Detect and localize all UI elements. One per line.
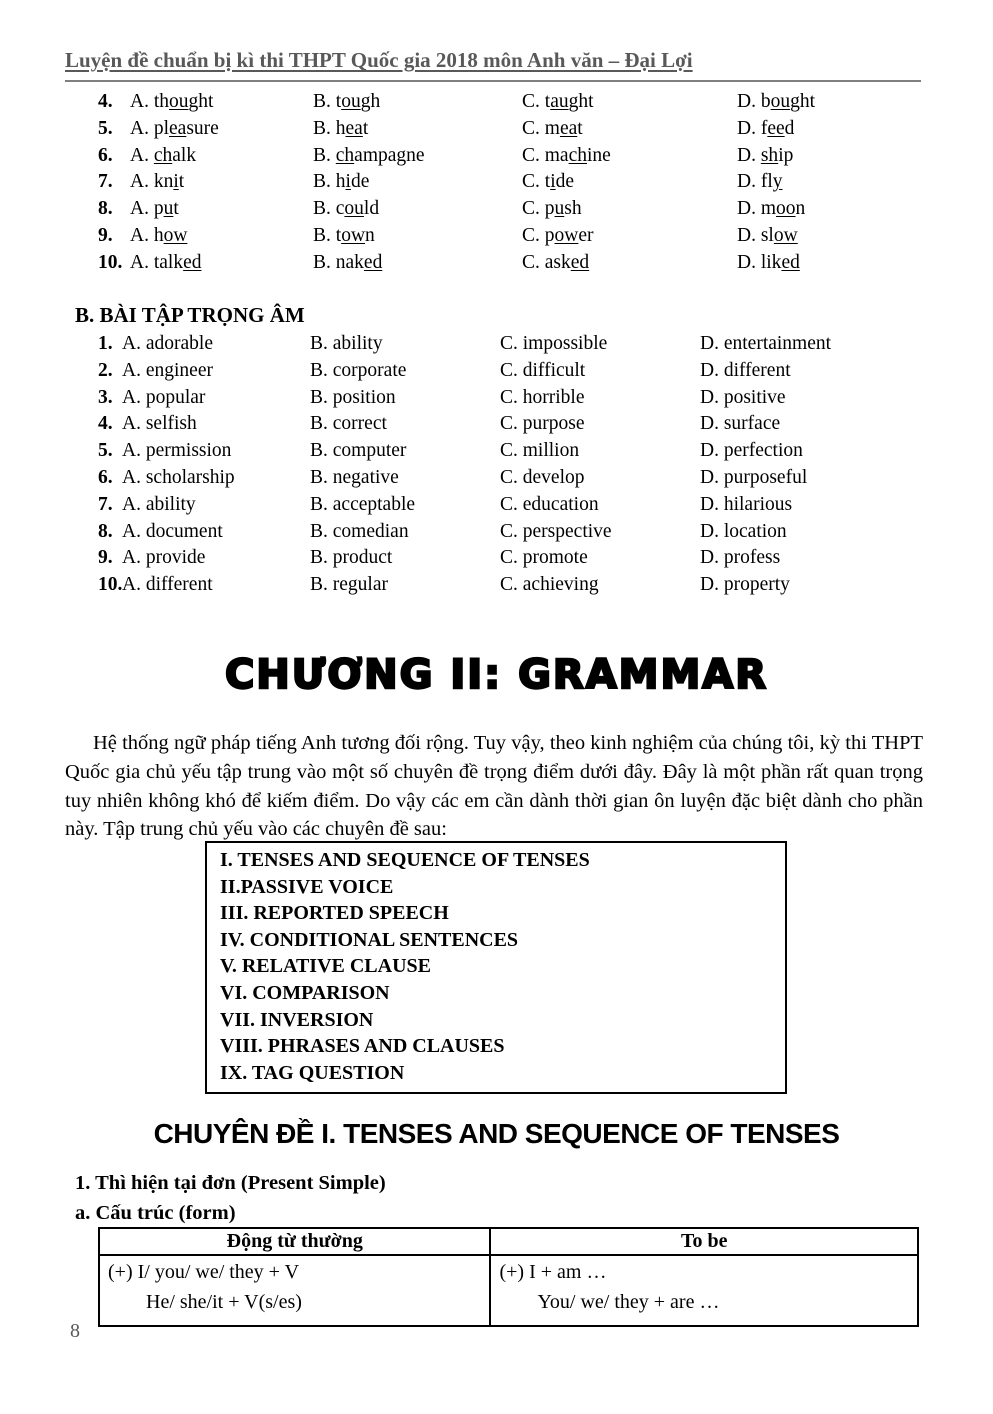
- option-word: hilarious: [723, 493, 793, 515]
- underlined-letters: ou: [344, 198, 364, 220]
- topic-item: VI. COMPARISON: [220, 981, 390, 1004]
- page-number: 8: [70, 1320, 80, 1342]
- option-label: D.: [737, 251, 761, 273]
- chapter-title: CHƯƠNG II: GRAMMAR: [224, 652, 769, 698]
- option-label: A.: [122, 359, 146, 381]
- topic-item: IV. CONDITIONAL SENTENCES: [220, 928, 519, 951]
- option-word: promote: [522, 547, 588, 569]
- option-label: C.: [522, 224, 545, 246]
- option-cell: [313, 89, 522, 116]
- option-cell: [122, 358, 310, 385]
- question-row: [98, 169, 958, 196]
- option-label: A.: [130, 224, 154, 246]
- option-word: regular: [332, 574, 388, 596]
- option-cell: [700, 465, 958, 492]
- option-word: difficult: [522, 359, 586, 381]
- option-label: A.: [122, 574, 146, 596]
- topic-item: III. REPORTED SPEECH: [220, 902, 449, 925]
- subsection-present-simple: 1. Thì hiện tại đơn (Present Simple): [75, 1172, 386, 1194]
- option-word: moon: [760, 198, 806, 220]
- option-cell: [700, 545, 958, 572]
- option-word: negative: [332, 466, 399, 488]
- topic-item: I. TENSES AND SEQUENCE OF TENSES: [220, 849, 590, 871]
- option-label: A.: [130, 144, 154, 166]
- question-row: [98, 358, 958, 385]
- question-number: 5.: [98, 440, 113, 462]
- underlined-letters: u: [163, 198, 174, 220]
- option-cell: [313, 116, 522, 143]
- question-row: [98, 196, 958, 223]
- option-label: B.: [313, 198, 336, 220]
- question-number: 10.: [98, 574, 123, 596]
- underlined-letters: ea: [559, 117, 578, 139]
- option-label: C.: [522, 251, 545, 273]
- option-cell: [500, 438, 700, 465]
- underlined-letters: ow: [773, 224, 798, 246]
- option-cell: [737, 116, 958, 143]
- option-cell: [130, 196, 313, 223]
- option-label: C.: [500, 386, 523, 408]
- option-word: purpose: [522, 413, 585, 435]
- question-number: 6.: [98, 144, 113, 166]
- option-label: D.: [700, 466, 724, 488]
- option-cell: [500, 519, 700, 546]
- option-label: C.: [522, 171, 545, 193]
- option-word: surface: [723, 413, 781, 435]
- option-label: A.: [122, 466, 146, 488]
- option-cell: [500, 331, 700, 358]
- option-word: machine: [544, 144, 611, 166]
- option-word: property: [723, 574, 790, 596]
- option-cell: [122, 519, 310, 546]
- option-label: C.: [522, 91, 545, 112]
- option-cell: [522, 250, 737, 277]
- option-label: A.: [122, 413, 146, 435]
- option-label: B.: [313, 91, 336, 112]
- option-word: meat: [544, 117, 583, 139]
- question-number: 4.: [98, 413, 113, 435]
- option-word: liked: [760, 251, 800, 273]
- stress-section-heading: B. BÀI TẬP TRỌNG ÂM: [75, 303, 305, 327]
- option-label: B.: [313, 251, 336, 273]
- option-word: power: [544, 224, 594, 246]
- option-cell: [522, 223, 737, 250]
- option-cell: [700, 438, 958, 465]
- option-word: asked: [544, 251, 590, 273]
- option-cell: [522, 169, 737, 196]
- option-cell: [130, 250, 313, 277]
- option-label: C.: [500, 574, 523, 596]
- option-label: A.: [130, 251, 154, 273]
- option-cell: [310, 465, 500, 492]
- grammar-topics-box: [205, 841, 787, 1094]
- option-label: B.: [310, 520, 333, 542]
- question-number: 1.: [98, 333, 113, 354]
- option-label: C.: [500, 359, 523, 381]
- option-label: A.: [130, 91, 154, 112]
- option-cell: [500, 545, 700, 572]
- option-cell: [310, 358, 500, 385]
- option-word: bought: [760, 91, 816, 112]
- question-number: 2.: [98, 359, 113, 381]
- option-word: hide: [335, 171, 370, 193]
- underlined-letters: ou: [770, 91, 791, 112]
- option-word: product: [332, 547, 393, 569]
- question-row: [98, 89, 958, 116]
- option-word: tough: [335, 91, 381, 112]
- option-cell: [310, 411, 500, 438]
- underlined-letters: ch: [335, 144, 355, 166]
- question-row: [98, 331, 958, 358]
- option-word: comedian: [332, 520, 409, 542]
- option-cell: [122, 572, 310, 599]
- option-word: computer: [332, 440, 407, 462]
- option-cell: [500, 492, 700, 519]
- underlined-letters: ed: [363, 251, 383, 273]
- table-cell-to-be: [490, 1255, 918, 1326]
- question-number: 7.: [98, 171, 113, 193]
- option-cell: [310, 519, 500, 546]
- option-cell: [500, 411, 700, 438]
- question-row: [98, 116, 958, 143]
- option-cell: [522, 196, 737, 223]
- option-word: taught: [544, 91, 594, 112]
- option-word: put: [153, 198, 179, 220]
- option-word: develop: [522, 466, 585, 488]
- underlined-letters: ea: [169, 117, 187, 139]
- option-label: D.: [737, 224, 761, 246]
- option-cell: [310, 438, 500, 465]
- formula-line: He/ she/it + V(s/es): [146, 1290, 302, 1313]
- option-word: profess: [723, 547, 781, 569]
- option-word: ship: [760, 144, 794, 166]
- option-label: C.: [522, 117, 545, 139]
- option-cell: [130, 116, 313, 143]
- option-word: champagne: [335, 144, 425, 166]
- option-word: perfection: [723, 440, 803, 462]
- option-label: B.: [313, 117, 336, 139]
- option-label: D.: [737, 91, 761, 112]
- question-row: [98, 411, 958, 438]
- question-number: 6.: [98, 466, 113, 488]
- underlined-letters: ee: [767, 117, 785, 139]
- option-label: D.: [737, 144, 761, 166]
- option-label: A.: [122, 520, 146, 542]
- option-cell: [737, 89, 958, 116]
- option-cell: [313, 250, 522, 277]
- option-cell: [130, 223, 313, 250]
- topic-item: IX. TAG QUESTION: [220, 1061, 405, 1084]
- option-word: ability: [145, 493, 196, 515]
- question-row: [98, 143, 958, 170]
- option-word: heat: [335, 117, 369, 139]
- option-label: D.: [700, 359, 724, 381]
- option-cell: [737, 196, 958, 223]
- option-cell: [737, 223, 958, 250]
- option-cell: [500, 358, 700, 385]
- option-cell: [130, 89, 313, 116]
- option-word: how: [153, 224, 188, 246]
- option-label: D.: [700, 493, 724, 515]
- option-cell: [130, 169, 313, 196]
- option-word: push: [544, 198, 582, 220]
- stress-question-list: [98, 331, 958, 599]
- underlined-letters: u: [554, 198, 565, 220]
- option-word: education: [522, 493, 599, 515]
- option-cell: [700, 385, 958, 412]
- option-word: popular: [145, 386, 206, 408]
- option-cell: [122, 411, 310, 438]
- question-number: 4.: [98, 91, 113, 112]
- option-label: B.: [310, 440, 333, 462]
- question-number: 9.: [98, 224, 113, 246]
- option-label: B.: [310, 359, 333, 381]
- option-label: B.: [313, 224, 336, 246]
- option-label: D.: [737, 198, 761, 220]
- table-row: [99, 1255, 918, 1326]
- topic-item: VIII. PHRASES AND CLAUSES: [220, 1035, 505, 1058]
- option-cell: [522, 143, 737, 170]
- option-label: C.: [500, 333, 523, 354]
- underlined-letters: i: [173, 171, 179, 193]
- option-cell: [122, 492, 310, 519]
- option-label: D.: [700, 440, 724, 462]
- option-label: B.: [310, 386, 333, 408]
- underlined-letters: ou: [169, 91, 189, 112]
- question-number: 9.: [98, 547, 113, 569]
- option-word: talked: [153, 251, 202, 273]
- option-word: feed: [760, 117, 795, 139]
- option-cell: [737, 250, 958, 277]
- option-label: D.: [737, 171, 761, 193]
- option-label: B.: [310, 466, 333, 488]
- formula-line: You/ we/ they + are …: [537, 1290, 720, 1313]
- option-cell: [310, 492, 500, 519]
- table-header-row: [99, 1228, 918, 1255]
- question-row: [98, 465, 958, 492]
- table-cell-normal-verb: [99, 1255, 490, 1326]
- option-cell: [122, 465, 310, 492]
- option-cell: [313, 223, 522, 250]
- option-cell: [310, 572, 500, 599]
- option-word: could: [335, 198, 380, 220]
- option-word: engineer: [145, 359, 213, 381]
- question-number: 5.: [98, 117, 113, 139]
- option-label: D.: [700, 413, 724, 435]
- option-label: A.: [130, 198, 154, 220]
- underlined-letters: ed: [570, 251, 590, 273]
- header-title: Luyện đề chuẩn bị kì thi THPT Quốc gia 2018 môn Anh văn – Đại Lợi: [65, 48, 693, 72]
- option-label: A.: [130, 117, 154, 139]
- option-word: acceptable: [332, 493, 416, 515]
- option-cell: [522, 89, 737, 116]
- option-word: horrible: [522, 386, 585, 408]
- option-word: tide: [544, 171, 575, 193]
- option-word: different: [145, 574, 213, 596]
- option-label: D.: [700, 547, 724, 569]
- section-title: CHUYÊN ĐỀ I. TENSES AND SEQUENCE OF TENSES: [153, 1118, 840, 1149]
- option-word: slow: [760, 224, 798, 246]
- option-label: B.: [313, 171, 336, 193]
- question-row: [98, 545, 958, 572]
- option-cell: [313, 143, 522, 170]
- option-word: location: [723, 520, 787, 542]
- option-word: purposeful: [723, 466, 808, 488]
- option-label: A.: [122, 547, 146, 569]
- option-cell: [700, 492, 958, 519]
- option-label: C.: [500, 520, 523, 542]
- option-label: C.: [500, 413, 523, 435]
- underlined-letters: i: [345, 171, 351, 193]
- option-cell: [310, 545, 500, 572]
- option-cell: [313, 169, 522, 196]
- option-label: D.: [700, 574, 724, 596]
- question-number: 3.: [98, 386, 113, 408]
- option-cell: [700, 411, 958, 438]
- underlined-letters: ed: [781, 251, 800, 273]
- option-cell: [522, 116, 737, 143]
- option-cell: [700, 572, 958, 599]
- present-simple-form-table: [98, 1227, 919, 1327]
- option-word: knit: [153, 171, 185, 193]
- underlined-letters: ch: [568, 144, 587, 166]
- question-row: [98, 519, 958, 546]
- option-label: D.: [700, 333, 724, 354]
- option-label: B.: [310, 493, 333, 515]
- topic-item: V. RELATIVE CLAUSE: [220, 955, 431, 978]
- option-label: C.: [522, 198, 545, 220]
- option-cell: [122, 385, 310, 412]
- option-cell: [122, 331, 310, 358]
- option-cell: [130, 143, 313, 170]
- option-cell: [500, 385, 700, 412]
- underlined-letters: y: [772, 171, 783, 193]
- option-word: entertainment: [723, 333, 832, 354]
- option-word: adorable: [145, 333, 213, 354]
- option-cell: [700, 331, 958, 358]
- underlined-letters: sh: [760, 144, 779, 166]
- underlined-letters: ed: [183, 251, 202, 273]
- option-word: ability: [332, 333, 383, 354]
- option-word: perspective: [522, 520, 612, 542]
- option-word: different: [723, 359, 791, 381]
- formula-line: (+) I + am …: [499, 1261, 607, 1283]
- option-cell: [700, 519, 958, 546]
- option-cell: [122, 438, 310, 465]
- formula-line: (+) I/ you/ we/ they + V: [108, 1261, 300, 1283]
- table-header-to-be: To be: [490, 1228, 918, 1255]
- option-cell: [313, 196, 522, 223]
- option-word: provide: [145, 547, 206, 569]
- option-word: pleasure: [153, 117, 219, 139]
- option-word: document: [145, 520, 223, 542]
- option-label: D.: [700, 386, 724, 408]
- option-label: C.: [500, 493, 523, 515]
- option-label: C.: [500, 440, 523, 462]
- option-label: A.: [122, 386, 146, 408]
- option-word: thought: [153, 91, 214, 112]
- option-label: C.: [522, 144, 545, 166]
- question-row: [98, 492, 958, 519]
- option-label: B.: [310, 574, 333, 596]
- topic-item: II.PASSIVE VOICE: [220, 875, 394, 898]
- option-label: D.: [737, 117, 761, 139]
- option-word: correct: [332, 413, 387, 435]
- option-cell: [122, 545, 310, 572]
- option-word: naked: [335, 251, 383, 273]
- option-label: C.: [500, 547, 523, 569]
- question-row: [98, 385, 958, 412]
- option-cell: [737, 169, 958, 196]
- option-word: town: [335, 224, 375, 246]
- question-number: 8.: [98, 198, 113, 220]
- chapter-intro-paragraph: Hệ thống ngữ pháp tiếng Anh tương đối rộng. Tuy vậy, theo kinh nghiệm của chúng tôi, kỳ thi THPT Quốc gia chủ yếu tập trung vào một số chuyên đề trọng điểm dưới đây. Đây là một phần rất quan trọng tuy nhiên không khó để kiếm điểm. Do vậy các em cần dành thời gian ôn luyện đặc biệt dành cho phần này. Tập trung chủ yếu vào các chuyên đề sau:: [65, 732, 923, 841]
- option-word: achieving: [522, 574, 599, 596]
- option-cell: [500, 465, 700, 492]
- option-label: C.: [500, 466, 523, 488]
- underlined-letters: i: [550, 171, 556, 193]
- option-label: B.: [313, 144, 336, 166]
- option-word: permission: [145, 440, 232, 462]
- question-number: 7.: [98, 493, 113, 515]
- question-row: [98, 223, 958, 250]
- underlined-letters: ow: [163, 224, 188, 246]
- option-word: selfish: [145, 413, 197, 435]
- question-number: 8.: [98, 520, 113, 542]
- option-label: A.: [122, 440, 146, 462]
- option-label: B.: [310, 547, 333, 569]
- underlined-letters: au: [550, 91, 569, 112]
- option-word: chalk: [153, 144, 197, 166]
- table-header-normal-verb: Động từ thường: [99, 1228, 490, 1255]
- subsection-form: a. Cấu trúc (form): [75, 1202, 236, 1224]
- option-cell: [310, 331, 500, 358]
- underlined-letters: oo: [776, 198, 796, 220]
- option-word: fly: [760, 171, 783, 193]
- question-row: [98, 438, 958, 465]
- question-number: 10.: [98, 251, 123, 273]
- option-label: B.: [310, 413, 333, 435]
- underlined-letters: ea: [345, 117, 363, 139]
- underlined-letters: ow: [554, 224, 579, 246]
- page-header: [65, 48, 921, 82]
- option-word: impossible: [522, 333, 608, 354]
- option-label: A.: [122, 333, 146, 354]
- option-label: A.: [130, 171, 154, 193]
- underlined-letters: ou: [341, 91, 361, 112]
- pronunciation-question-list: [98, 89, 958, 277]
- option-word: scholarship: [145, 466, 235, 488]
- question-row: [98, 572, 958, 599]
- option-cell: [700, 358, 958, 385]
- underlined-letters: ch: [153, 144, 173, 166]
- option-cell: [310, 385, 500, 412]
- option-word: corporate: [332, 359, 407, 381]
- option-label: A.: [122, 493, 146, 515]
- option-label: B.: [310, 333, 333, 354]
- option-word: million: [522, 440, 580, 462]
- underlined-letters: ow: [341, 224, 366, 246]
- option-word: position: [332, 386, 396, 408]
- option-word: positive: [723, 386, 786, 408]
- question-row: [98, 250, 958, 277]
- option-cell: [737, 143, 958, 170]
- option-cell: [500, 572, 700, 599]
- topic-item: VII. INVERSION: [220, 1008, 374, 1031]
- option-label: D.: [700, 520, 724, 542]
